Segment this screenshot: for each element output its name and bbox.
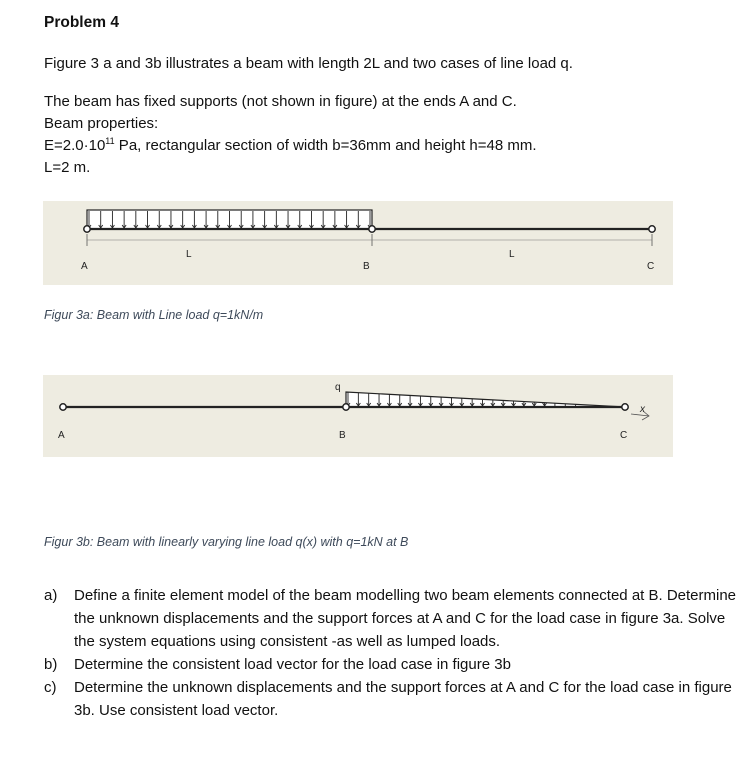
- beam-properties-e: [44, 135, 537, 157]
- node-a: [84, 226, 90, 232]
- figure-3b-panel: [43, 375, 673, 457]
- figure-3a-caption: Figur 3a: Beam with Line load q=1kN/m: [44, 308, 264, 322]
- node-c: [649, 226, 655, 232]
- triangular-load-area: [346, 392, 625, 407]
- node-b: [343, 404, 349, 410]
- label-b: B: [339, 430, 346, 441]
- e-prefix: E=2.0·10: [44, 137, 106, 154]
- question-list: [44, 584, 744, 722]
- figure-3b-caption: Figur 3b: Beam with linearly varying line load q(x) with q=1kN at B: [44, 535, 409, 549]
- beam-properties-heading: Beam properties:: [44, 115, 159, 132]
- beam-length: L=2 m.: [44, 159, 91, 176]
- figure-3b-diagram: [43, 375, 673, 457]
- question-c-marker: c): [44, 679, 57, 696]
- question-c-text: Determine the unknown displacements and the support forces at A and C for the load case in figure 3b. Use consistent load vector.: [74, 679, 732, 719]
- node-a: [60, 404, 66, 410]
- question-a-marker: a): [44, 587, 58, 604]
- e-exponent: 11: [105, 136, 115, 146]
- intro-text: Figure 3 a and 3b illustrates a beam with length 2L and two cases of line load q.: [44, 55, 573, 72]
- question-b: [44, 653, 744, 676]
- question-a-text: Define a finite element model of the beam modelling two beam elements connected at B. Determine the unknown displacements and the support forces at A and C for the load case in figure 3a. Solve the system equations using consistent -as well as lumped loads.: [74, 587, 737, 650]
- supports-text: The beam has fixed supports (not shown in figure) at the ends A and C.: [44, 93, 517, 110]
- node-b: [369, 226, 375, 232]
- figure-3a-panel: [43, 201, 673, 285]
- question-b-text: Determine the consistent load vector for the load case in figure 3b: [74, 656, 511, 673]
- label-a: A: [81, 261, 88, 272]
- label-c: C: [620, 430, 628, 441]
- label-b: B: [363, 261, 370, 272]
- figure-3a-diagram: [43, 201, 673, 285]
- e-suffix: Pa, rectangular section of width b=36mm and height h=48 mm.: [114, 137, 537, 154]
- question-c: [44, 676, 744, 722]
- label-l1: L: [186, 249, 192, 260]
- problem-heading: Problem 4: [44, 14, 119, 31]
- label-l2: L: [509, 249, 515, 260]
- node-c: [622, 404, 628, 410]
- question-a: [44, 584, 744, 653]
- label-a: A: [58, 430, 65, 441]
- label-c: C: [647, 261, 655, 272]
- label-x: x: [640, 404, 645, 415]
- question-b-marker: b): [44, 656, 58, 673]
- label-q: q: [335, 382, 341, 393]
